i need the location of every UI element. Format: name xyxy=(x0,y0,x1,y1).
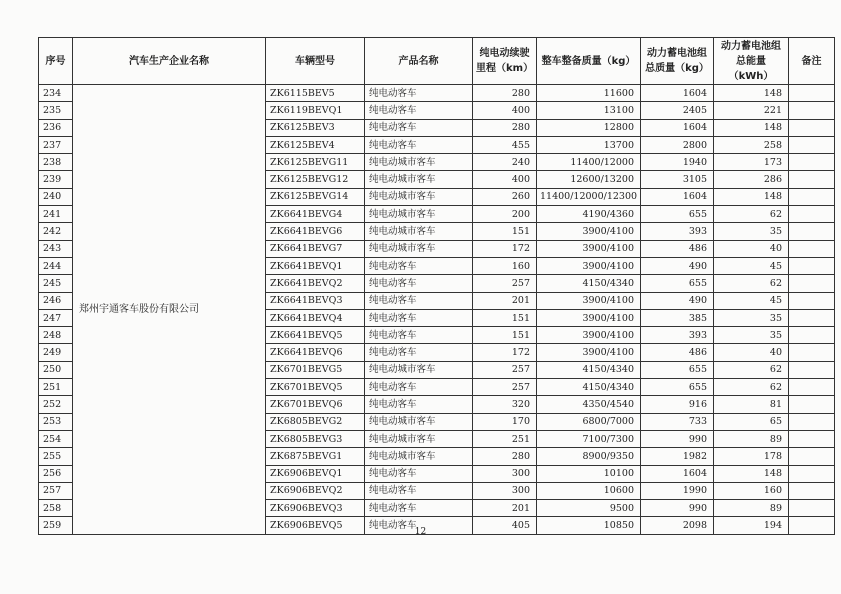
row-seq: 257 xyxy=(39,482,73,499)
row-mass: 10850 xyxy=(537,517,641,534)
row-remark xyxy=(789,240,835,257)
row-range: 300 xyxy=(473,482,537,499)
row-product: 纯电动客车 xyxy=(365,275,473,292)
row-energy: 62 xyxy=(714,206,789,223)
row-battery-mass: 990 xyxy=(641,430,714,447)
row-seq: 256 xyxy=(39,465,73,482)
header-product: 产品名称 xyxy=(365,38,473,85)
row-battery-mass: 490 xyxy=(641,257,714,274)
vehicle-table xyxy=(38,37,835,535)
row-mass: 3900/4100 xyxy=(537,240,641,257)
row-battery-mass: 3105 xyxy=(641,171,714,188)
row-battery-mass: 393 xyxy=(641,223,714,240)
row-battery-mass: 486 xyxy=(641,240,714,257)
row-model: ZK6701BEVQ5 xyxy=(266,379,365,396)
row-mass: 4150/4340 xyxy=(537,275,641,292)
row-seq: 246 xyxy=(39,292,73,309)
row-remark xyxy=(789,482,835,499)
row-battery-mass: 655 xyxy=(641,275,714,292)
row-remark xyxy=(789,292,835,309)
row-mass: 11400/12000 xyxy=(537,154,641,171)
row-mass: 3900/4100 xyxy=(537,257,641,274)
row-product: 纯电动城市客车 xyxy=(365,448,473,465)
row-energy: 35 xyxy=(714,309,789,326)
row-product: 纯电动城市客车 xyxy=(365,413,473,430)
row-battery-mass: 490 xyxy=(641,292,714,309)
row-range: 240 xyxy=(473,154,537,171)
row-seq: 250 xyxy=(39,361,73,378)
row-energy: 35 xyxy=(714,327,789,344)
row-model: ZK6641BEVG7 xyxy=(266,240,365,257)
row-battery-mass: 1604 xyxy=(641,465,714,482)
row-range: 400 xyxy=(473,171,537,188)
row-mass: 11600 xyxy=(537,85,641,102)
row-mass: 3900/4100 xyxy=(537,309,641,326)
row-range: 172 xyxy=(473,240,537,257)
row-model: ZK6875BEVG1 xyxy=(266,448,365,465)
row-product: 纯电动客车 xyxy=(365,257,473,274)
row-range: 151 xyxy=(473,223,537,240)
row-remark xyxy=(789,309,835,326)
row-energy: 178 xyxy=(714,448,789,465)
row-battery-mass: 1982 xyxy=(641,448,714,465)
row-seq: 239 xyxy=(39,171,73,188)
row-energy: 45 xyxy=(714,292,789,309)
header-model: 车辆型号 xyxy=(266,38,365,85)
row-seq: 255 xyxy=(39,448,73,465)
row-mass: 4190/4360 xyxy=(537,206,641,223)
row-seq: 259 xyxy=(39,517,73,534)
row-energy: 62 xyxy=(714,275,789,292)
row-range: 320 xyxy=(473,396,537,413)
row-model: ZK6641BEVQ1 xyxy=(266,257,365,274)
row-mass: 11400/12000/12300 xyxy=(537,188,641,205)
row-product: 纯电动客车 xyxy=(365,482,473,499)
row-remark xyxy=(789,361,835,378)
table-header-row xyxy=(39,38,835,85)
row-model: ZK6701BEVG5 xyxy=(266,361,365,378)
row-battery-mass: 990 xyxy=(641,500,714,517)
header-remark: 备注 xyxy=(789,38,835,85)
row-model: ZK6641BEVQ5 xyxy=(266,327,365,344)
row-product: 纯电动城市客车 xyxy=(365,206,473,223)
row-seq: 248 xyxy=(39,327,73,344)
row-seq: 254 xyxy=(39,430,73,447)
row-range: 151 xyxy=(473,309,537,326)
row-product: 纯电动城市客车 xyxy=(365,188,473,205)
row-range: 160 xyxy=(473,257,537,274)
row-seq: 240 xyxy=(39,188,73,205)
row-mass: 3900/4100 xyxy=(537,327,641,344)
row-battery-mass: 2800 xyxy=(641,136,714,153)
header-battery-mass: 动力蓄电池组总质量（kg） xyxy=(641,38,714,85)
row-remark xyxy=(789,136,835,153)
row-range: 280 xyxy=(473,85,537,102)
row-battery-mass: 1604 xyxy=(641,188,714,205)
row-model: ZK6906BEVQ2 xyxy=(266,482,365,499)
row-seq: 238 xyxy=(39,154,73,171)
row-product: 纯电动客车 xyxy=(365,85,473,102)
row-battery-mass: 2098 xyxy=(641,517,714,534)
row-seq: 237 xyxy=(39,136,73,153)
row-model: ZK6906BEVQ1 xyxy=(266,465,365,482)
row-energy: 89 xyxy=(714,430,789,447)
row-range: 170 xyxy=(473,413,537,430)
row-range: 405 xyxy=(473,517,537,534)
row-product: 纯电动客车 xyxy=(365,102,473,119)
row-range: 200 xyxy=(473,206,537,223)
row-model: ZK6805BEVG3 xyxy=(266,430,365,447)
row-seq: 253 xyxy=(39,413,73,430)
row-remark xyxy=(789,257,835,274)
row-energy: 148 xyxy=(714,119,789,136)
row-energy: 160 xyxy=(714,482,789,499)
row-mass: 10100 xyxy=(537,465,641,482)
row-model: ZK6906BEVQ5 xyxy=(266,517,365,534)
row-battery-mass: 1940 xyxy=(641,154,714,171)
row-product: 纯电动客车 xyxy=(365,136,473,153)
row-mass: 4350/4540 xyxy=(537,396,641,413)
row-model: ZK6119BEVQ1 xyxy=(266,102,365,119)
row-remark xyxy=(789,119,835,136)
row-model: ZK6805BEVG2 xyxy=(266,413,365,430)
row-model: ZK6641BEVG4 xyxy=(266,206,365,223)
row-energy: 173 xyxy=(714,154,789,171)
row-product: 纯电动客车 xyxy=(365,119,473,136)
row-product: 纯电动客车 xyxy=(365,292,473,309)
row-mass: 12600/13200 xyxy=(537,171,641,188)
row-product: 纯电动城市客车 xyxy=(365,240,473,257)
row-energy: 89 xyxy=(714,500,789,517)
header-seq: 序号 xyxy=(39,38,73,85)
row-energy: 62 xyxy=(714,361,789,378)
row-seq: 252 xyxy=(39,396,73,413)
row-mass: 6800/7000 xyxy=(537,413,641,430)
row-range: 201 xyxy=(473,500,537,517)
row-product: 纯电动城市客车 xyxy=(365,223,473,240)
row-range: 172 xyxy=(473,344,537,361)
row-product: 纯电动城市客车 xyxy=(365,430,473,447)
row-range: 257 xyxy=(473,379,537,396)
page-number: 12 xyxy=(414,527,427,537)
row-product: 纯电动客车 xyxy=(365,344,473,361)
header-company: 汽车生产企业名称 xyxy=(73,38,266,85)
row-model: ZK6115BEV5 xyxy=(266,85,365,102)
row-remark xyxy=(789,396,835,413)
row-mass: 4150/4340 xyxy=(537,379,641,396)
row-product: 纯电动城市客车 xyxy=(365,361,473,378)
row-remark xyxy=(789,448,835,465)
row-battery-mass: 655 xyxy=(641,361,714,378)
row-seq: 242 xyxy=(39,223,73,240)
row-mass: 3900/4100 xyxy=(537,223,641,240)
row-remark xyxy=(789,465,835,482)
row-remark xyxy=(789,500,835,517)
row-energy: 65 xyxy=(714,413,789,430)
row-battery-mass: 1990 xyxy=(641,482,714,499)
row-battery-mass: 655 xyxy=(641,379,714,396)
row-remark xyxy=(789,85,835,102)
row-product: 纯电动城市客车 xyxy=(365,171,473,188)
row-mass: 3900/4100 xyxy=(537,344,641,361)
row-mass: 13700 xyxy=(537,136,641,153)
row-remark xyxy=(789,379,835,396)
row-range: 455 xyxy=(473,136,537,153)
row-model: ZK6125BEVG12 xyxy=(266,171,365,188)
row-mass: 8900/9350 xyxy=(537,448,641,465)
row-seq: 243 xyxy=(39,240,73,257)
row-energy: 40 xyxy=(714,240,789,257)
company-cell: 郑州宇通客车股份有限公司 xyxy=(73,85,266,535)
row-seq: 251 xyxy=(39,379,73,396)
row-product: 纯电动客车 xyxy=(365,327,473,344)
row-range: 201 xyxy=(473,292,537,309)
row-seq: 244 xyxy=(39,257,73,274)
row-battery-mass: 486 xyxy=(641,344,714,361)
row-model: ZK6125BEV3 xyxy=(266,119,365,136)
row-seq: 245 xyxy=(39,275,73,292)
row-mass: 3900/4100 xyxy=(537,292,641,309)
row-mass: 7100/7300 xyxy=(537,430,641,447)
row-seq: 235 xyxy=(39,102,73,119)
row-model: ZK6641BEVQ2 xyxy=(266,275,365,292)
row-battery-mass: 393 xyxy=(641,327,714,344)
row-range: 260 xyxy=(473,188,537,205)
row-remark xyxy=(789,154,835,171)
row-range: 280 xyxy=(473,448,537,465)
row-energy: 45 xyxy=(714,257,789,274)
row-model: ZK6125BEVG11 xyxy=(266,154,365,171)
header-battery-energy: 动力蓄电池组总能量（kWh） xyxy=(714,38,789,85)
row-remark xyxy=(789,327,835,344)
row-range: 400 xyxy=(473,102,537,119)
row-model: ZK6125BEVG14 xyxy=(266,188,365,205)
row-mass: 12800 xyxy=(537,119,641,136)
row-remark xyxy=(789,413,835,430)
row-product: 纯电动城市客车 xyxy=(365,154,473,171)
row-remark xyxy=(789,223,835,240)
row-range: 251 xyxy=(473,430,537,447)
row-model: ZK6641BEVG6 xyxy=(266,223,365,240)
row-seq: 247 xyxy=(39,309,73,326)
row-energy: 221 xyxy=(714,102,789,119)
row-model: ZK6906BEVQ3 xyxy=(266,500,365,517)
row-seq: 241 xyxy=(39,206,73,223)
row-product: 纯电动客车 xyxy=(365,500,473,517)
table-body xyxy=(39,85,835,535)
row-model: ZK6641BEVQ4 xyxy=(266,309,365,326)
row-seq: 236 xyxy=(39,119,73,136)
row-range: 151 xyxy=(473,327,537,344)
row-energy: 194 xyxy=(714,517,789,534)
row-remark xyxy=(789,430,835,447)
row-energy: 35 xyxy=(714,223,789,240)
row-battery-mass: 733 xyxy=(641,413,714,430)
row-range: 280 xyxy=(473,119,537,136)
row-energy: 148 xyxy=(714,188,789,205)
row-energy: 81 xyxy=(714,396,789,413)
row-seq: 234 xyxy=(39,85,73,102)
row-battery-mass: 655 xyxy=(641,206,714,223)
row-product: 纯电动客车 xyxy=(365,309,473,326)
row-product: 纯电动客车 xyxy=(365,465,473,482)
row-energy: 148 xyxy=(714,465,789,482)
row-remark xyxy=(789,206,835,223)
row-battery-mass: 1604 xyxy=(641,85,714,102)
row-energy: 258 xyxy=(714,136,789,153)
row-remark xyxy=(789,188,835,205)
row-model: ZK6701BEVQ6 xyxy=(266,396,365,413)
row-battery-mass: 385 xyxy=(641,309,714,326)
row-mass: 4150/4340 xyxy=(537,361,641,378)
row-mass: 9500 xyxy=(537,500,641,517)
row-battery-mass: 2405 xyxy=(641,102,714,119)
row-range: 257 xyxy=(473,275,537,292)
row-remark xyxy=(789,344,835,361)
row-energy: 40 xyxy=(714,344,789,361)
row-mass: 13100 xyxy=(537,102,641,119)
row-seq: 258 xyxy=(39,500,73,517)
row-product: 纯电动客车 xyxy=(365,517,473,534)
row-remark xyxy=(789,102,835,119)
header-range: 纯电动续驶里程（km） xyxy=(473,38,537,85)
row-model: ZK6641BEVQ3 xyxy=(266,292,365,309)
row-energy: 148 xyxy=(714,85,789,102)
row-remark xyxy=(789,171,835,188)
row-model: ZK6641BEVQ6 xyxy=(266,344,365,361)
row-battery-mass: 916 xyxy=(641,396,714,413)
header-mass: 整车整备质量（kg） xyxy=(537,38,641,85)
row-range: 257 xyxy=(473,361,537,378)
table-row xyxy=(39,85,835,102)
row-product: 纯电动客车 xyxy=(365,379,473,396)
row-model: ZK6125BEV4 xyxy=(266,136,365,153)
row-energy: 62 xyxy=(714,379,789,396)
row-seq: 249 xyxy=(39,344,73,361)
row-mass: 10600 xyxy=(537,482,641,499)
row-product: 纯电动客车 xyxy=(365,396,473,413)
row-remark xyxy=(789,275,835,292)
row-energy: 286 xyxy=(714,171,789,188)
row-battery-mass: 1604 xyxy=(641,119,714,136)
row-range: 300 xyxy=(473,465,537,482)
